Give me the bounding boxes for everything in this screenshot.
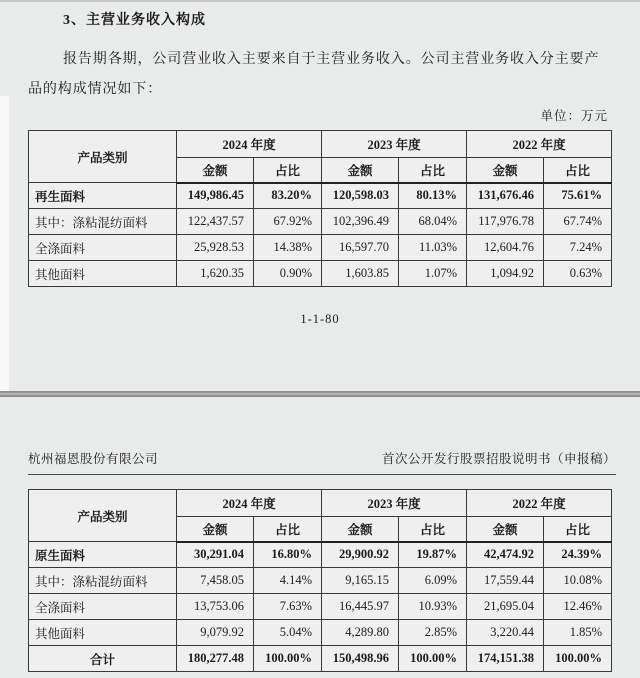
value-cell: 5.04% (254, 620, 322, 646)
revenue-table-recycled-fabric (28, 130, 612, 287)
col-amount-2024: 金额 (177, 517, 254, 542)
table-header-row (29, 490, 612, 517)
col-year-2023: 2023 年度 (322, 131, 467, 158)
value-cell: 16,445.97 (322, 594, 399, 620)
value-cell: 10.08% (544, 568, 612, 594)
value-cell: 17,559.44 (467, 568, 544, 594)
col-share-2023: 占比 (399, 158, 467, 183)
value-cell: 1,620.35 (177, 261, 254, 287)
value-cell: 16,597.70 (322, 235, 399, 261)
page-number: 1-1-80 (300, 312, 340, 326)
col-year-2022: 2022 年度 (467, 131, 612, 158)
table-row (29, 209, 612, 235)
product-cell: 全涤面料 (29, 235, 177, 261)
scan-top-edge-artifact (0, 0, 640, 2)
value-cell: 83.20% (254, 183, 322, 209)
table-row (29, 235, 612, 261)
value-cell: 131,676.46 (467, 183, 544, 209)
value-cell: 67.92% (254, 209, 322, 235)
product-cell: 再生面料 (29, 183, 177, 209)
table-row (29, 620, 612, 646)
product-cell: 原生面料 (29, 542, 177, 568)
value-cell: 7,458.05 (177, 568, 254, 594)
value-cell: 9,079.92 (177, 620, 254, 646)
col-share-2024: 占比 (254, 158, 322, 183)
document-title: 首次公开发行股票招股说明书（申报稿） (381, 452, 616, 466)
value-cell: 24.39% (544, 542, 612, 568)
value-cell: 75.61% (544, 183, 612, 209)
col-share-2022: 占比 (544, 517, 612, 542)
col-year-2024: 2024 年度 (177, 490, 322, 517)
paragraph-line-2: 品的构成情况如下： (28, 82, 163, 97)
page2-running-header (28, 449, 616, 475)
product-cell: 合计 (29, 646, 177, 672)
value-cell: 16.80% (254, 542, 322, 568)
value-cell: 6.09% (399, 568, 467, 594)
value-cell: 1,094.92 (467, 261, 544, 287)
value-cell: 100.00% (399, 646, 467, 672)
value-cell: 29,900.92 (322, 542, 399, 568)
value-cell: 102,396.49 (322, 209, 399, 235)
value-cell: 14.38% (254, 235, 322, 261)
value-cell: 10.93% (399, 594, 467, 620)
value-cell: 174,151.38 (467, 646, 544, 672)
table-row (29, 183, 612, 209)
value-cell: 3,220.44 (467, 620, 544, 646)
value-cell: 21,695.04 (467, 594, 544, 620)
col-product-category: 产品类别 (29, 490, 177, 542)
value-cell: 12,604.76 (467, 235, 544, 261)
value-cell: 122,437.57 (177, 209, 254, 235)
value-cell: 7.63% (254, 594, 322, 620)
page-break-divider (0, 391, 640, 397)
value-cell: 149,986.45 (177, 183, 254, 209)
value-cell: 80.13% (399, 183, 467, 209)
value-cell: 4.14% (254, 568, 322, 594)
value-cell: 1.07% (399, 261, 467, 287)
value-cell: 7.24% (544, 235, 612, 261)
value-cell: 117,976.78 (467, 209, 544, 235)
value-cell: 67.74% (544, 209, 612, 235)
col-amount-2023: 金额 (322, 517, 399, 542)
value-cell: 68.04% (399, 209, 467, 235)
value-cell: 12.46% (544, 594, 612, 620)
value-cell: 100.00% (544, 646, 612, 672)
col-share-2023: 占比 (399, 517, 467, 542)
col-year-2024: 2024 年度 (177, 131, 322, 158)
section-heading: 3、主营业务收入构成 (63, 13, 206, 28)
value-cell: 180,277.48 (177, 646, 254, 672)
table-row (29, 594, 612, 620)
product-cell: 其他面料 (29, 261, 177, 287)
value-cell: 4,289.80 (322, 620, 399, 646)
value-cell: 120,598.03 (322, 183, 399, 209)
unit-note: 单位：万元 (540, 109, 608, 123)
value-cell: 100.00% (254, 646, 322, 672)
value-cell: 25,928.53 (177, 235, 254, 261)
col-amount-2022: 金额 (467, 517, 544, 542)
value-cell: 0.63% (544, 261, 612, 287)
table-row (29, 646, 612, 672)
col-year-2022: 2022 年度 (467, 490, 612, 517)
product-cell: 其他面料 (29, 620, 177, 646)
value-cell: 0.90% (254, 261, 322, 287)
company-name: 杭州福恩股份有限公司 (28, 452, 159, 466)
product-cell: 其中：涤粘混纺面料 (29, 209, 177, 235)
col-share-2024: 占比 (254, 517, 322, 542)
col-amount-2023: 金额 (322, 158, 399, 183)
value-cell: 2.85% (399, 620, 467, 646)
value-cell: 30,291.04 (177, 542, 254, 568)
revenue-table-virgin-fabric (28, 489, 612, 672)
table-row (29, 542, 612, 568)
value-cell: 42,474.92 (467, 542, 544, 568)
value-cell: 13,753.06 (177, 594, 254, 620)
value-cell: 19.87% (399, 542, 467, 568)
value-cell: 1.85% (544, 620, 612, 646)
product-cell: 其中：涤粘混纺面料 (29, 568, 177, 594)
table-row (29, 261, 612, 287)
table-header-row (29, 131, 612, 158)
value-cell: 11.03% (399, 235, 467, 261)
product-cell: 全涤面料 (29, 594, 177, 620)
col-share-2022: 占比 (544, 158, 612, 183)
col-product-category: 产品类别 (29, 131, 177, 183)
value-cell: 1,603.85 (322, 261, 399, 287)
col-amount-2022: 金额 (467, 158, 544, 183)
col-amount-2024: 金额 (177, 158, 254, 183)
table-row (29, 568, 612, 594)
paragraph-line-1: 报告期各期，公司营业收入主要来自于主营业务收入。公司主营业务收入分主要产 (63, 52, 600, 67)
col-year-2023: 2023 年度 (322, 490, 467, 517)
value-cell: 9,165.15 (322, 568, 399, 594)
scan-left-margin-artifact (0, 96, 9, 391)
value-cell: 150,498.96 (322, 646, 399, 672)
